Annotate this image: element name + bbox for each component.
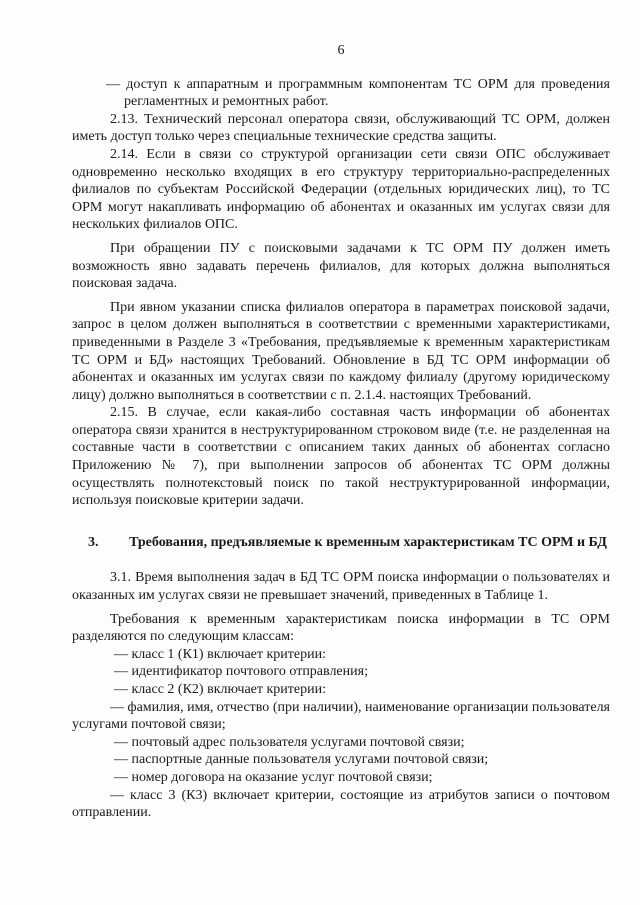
paragraph-explicit-branches: При явном указании списка филиалов оператора в параметрах поисковой задачи, запрос в целом должен выполняться в соответствии с временными характеристиками, приведенными в Разделе 3 «Требования, предъявляемые к временным характеристикам ТС ОРМ и БД» настоящих Требований. Обновление в БД ТС ОРМ информации об абонентах и оказанных им услугах связи по каждому филиалу (другому юридическому лицу) должно выполняться в соответствии с п. 2.1.4. настоящих Требований. — [72, 299, 610, 403]
paragraph-2-14: 2.14. Если в связи со структурой организации сети связи ОПС обслуживает одновременно несколько входящих в его структуру территориально-распределенных филиалов по субъектам Российской Федерации (отдельных юридических лиц), то ТС ОРМ могут накапливать информацию об абонентах и оказанных им услугах связи для нескольких филиалов ОПС. — [72, 146, 610, 233]
list-item-postal-address: — почтовый адрес пользователя услугами почтовой связи; — [114, 734, 465, 750]
list-item-class-2: — класс 2 (К2) включает критерии: — [114, 682, 327, 697]
paragraph-3-1: 3.1. Время выполнения задач в БД ТС ОРМ поиска информации о пользователях и оказанных им услугах связи не превышает значений, приведенных в Таблице 1. — [72, 570, 610, 604]
list-item-contract-number: — номер договора на оказание услуг почтовой связи; — [114, 769, 433, 785]
section-title: Требования, предъявляемые к временным характеристикам ТС ОРМ и БД — [129, 534, 607, 550]
paragraph-2-13: 2.13. Технический персонал оператора связи, обслуживающий ТС ОРМ, должен иметь доступ только через специальные технические средства защиты. — [72, 111, 610, 145]
section-number: 3. — [88, 534, 99, 550]
section-heading — [88, 534, 610, 552]
list-item-passport-data: — паспортные данные пользователя услугами почтовой связи; — [114, 752, 489, 768]
paragraph-2-15: 2.15. В случае, если какая-либо составная часть информации об абонентах оператора связи хранится в неструктурированном строковом виде (т.е. не разделенная на составные части в соответствии с описанием таких данных об абонентах согласно Приложению № 7), при выполнении запросов об абонентах ТС ОРМ должны осуществлять полнотекстовый поиск по такой неструктурированной информации, используя поисковые критерии задачи. — [72, 405, 610, 509]
list-item-tracking-id: — идентификатор почтового отправления; — [114, 664, 368, 680]
page-number: 6 — [337, 43, 345, 58]
paragraph-access-components: — доступ к аппаратным и программным компонентам ТС ОРМ для проведения регламентных и ремонтных работ. — [106, 76, 610, 110]
list-item-class-1: — класс 1 (К1) включает критерии: — [114, 646, 327, 662]
list-item-class-3: — класс 3 (К3) включает критерии, состоящие из атрибутов записи о почтовом отправлении. — [72, 787, 610, 821]
paragraph-branch-list: При обращении ПУ с поисковыми задачами к ТС ОРМ ПУ должен иметь возможность явно задавать перечень филиалов, для которых должна выполняться поисковая задача. — [72, 240, 610, 292]
list-item-full-name: — фамилия, имя, отчество (при наличии), наименование организации пользователя услугами почтовой связи; — [72, 699, 610, 733]
paragraph-classes-intro: Требования к временным характеристикам поиска информации в ТС ОРМ разделяются по следующим классам: — [72, 611, 610, 645]
